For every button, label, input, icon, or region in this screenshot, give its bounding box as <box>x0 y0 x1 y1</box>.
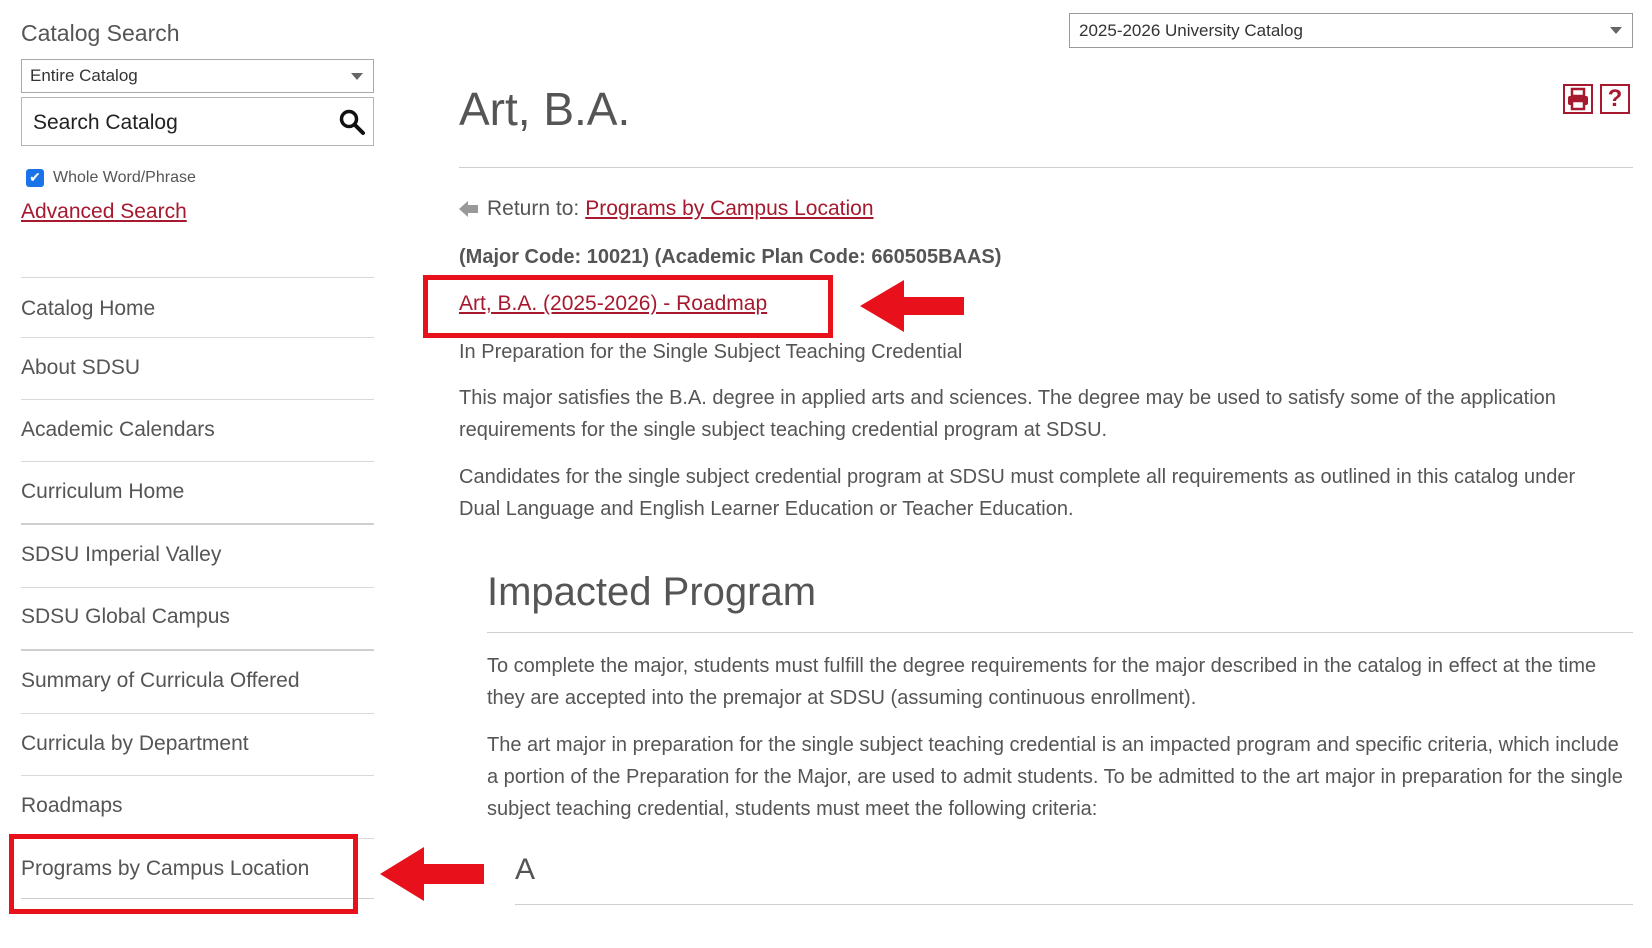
subsection-heading: A <box>515 853 536 886</box>
nav-item-label: About SDSU <box>21 356 141 379</box>
whole-word-checkbox[interactable]: ✔ <box>26 169 44 187</box>
nav-item-label: Curricula by Department <box>21 732 249 755</box>
title-divider <box>459 167 1633 168</box>
annotation-arrow-icon <box>380 845 486 903</box>
nav-item-programs-by-campus-location[interactable] <box>21 838 374 898</box>
catalog-year-value: 2025-2026 University Catalog <box>1079 21 1303 40</box>
nav-item-label: Catalog Home <box>21 297 156 320</box>
search-icon[interactable] <box>338 108 366 136</box>
chevron-down-icon <box>1610 27 1622 34</box>
search-box <box>21 97 374 146</box>
nav-item-catalog-home[interactable] <box>21 277 374 336</box>
search-input[interactable] <box>31 110 321 136</box>
whole-word-option[interactable] <box>26 169 196 187</box>
nav-item-label: SDSU Imperial Valley <box>21 543 222 566</box>
print-icon[interactable] <box>1563 84 1593 114</box>
intro-paragraph-2: Candidates for the single subject credential program at SDSU must complete all requirements as outlined in this catalog under Dual Language and English Learner Education or Teacher Education. <box>459 466 1576 520</box>
search-scope-select[interactable] <box>21 59 374 93</box>
nav-item-roadmaps[interactable] <box>21 775 374 834</box>
section-divider <box>487 632 1633 633</box>
nav-item-academic-calendars[interactable] <box>21 399 374 458</box>
catalog-year-select[interactable] <box>1069 13 1633 48</box>
help-icon[interactable]: ? <box>1600 84 1630 114</box>
nav-item-sdsu-imperial-valley[interactable] <box>21 523 374 582</box>
search-scope-value: Entire Catalog <box>30 66 138 85</box>
impacted-program-heading: Impacted Program <box>487 570 817 614</box>
return-link[interactable]: Programs by Campus Location <box>585 197 874 220</box>
advanced-search-link[interactable]: Advanced Search <box>21 200 187 223</box>
subsection-divider <box>515 904 1633 905</box>
major-code: (Major Code: 10021) (Academic Plan Code: 660505BAAS) <box>459 246 1002 268</box>
prep-line: In Preparation for the Single Subject Teaching Credential <box>459 341 963 363</box>
annotation-arrow-icon <box>860 279 966 333</box>
nav-item-label: Curriculum Home <box>21 480 185 503</box>
nav-item-summary-of-curricula[interactable] <box>21 649 374 708</box>
nav-item-label: Programs by Campus Location <box>21 857 310 880</box>
return-label: Return to: <box>487 197 580 220</box>
nav-item-label: Summary of Curricula Offered <box>21 669 300 692</box>
nav-item-curriculum-home[interactable] <box>21 461 374 520</box>
chevron-down-icon <box>351 73 363 80</box>
nav-item-sdsu-global-campus[interactable] <box>21 587 374 646</box>
nav-item-about-sdsu[interactable] <box>21 337 374 396</box>
whole-word-label: Whole Word/Phrase <box>53 169 196 186</box>
intro-paragraph-1: This major satisfies the B.A. degree in applied arts and sciences. The degree may be used to satisfy some of the application requirements for the single subject teaching credential program at SDSU. <box>459 387 1556 441</box>
nav-divider <box>21 898 374 899</box>
back-arrow-icon <box>459 200 479 218</box>
page-title: Art, B.A. <box>459 83 631 135</box>
impacted-paragraph-1: To complete the major, students must fulfill the degree requirements for the major described in the catalog in effect at the time they are accepted into the premajor at SDSU (assuming continuous enrollment). <box>487 655 1597 709</box>
impacted-paragraph-2: The art major in preparation for the single subject teaching credential is an impacted program and specific criteria, which include a portion of the Preparation for the Major, are used to admit students. To be admitted to the art major in preparation for the single subject teaching credential, students must meet the following criteria: <box>487 734 1623 820</box>
roadmap-link[interactable]: Art, B.A. (2025-2026) - Roadmap <box>459 292 768 315</box>
nav-item-curricula-by-department[interactable] <box>21 713 374 772</box>
nav-item-label: Academic Calendars <box>21 418 215 441</box>
return-row <box>459 197 874 221</box>
nav-item-label: SDSU Global Campus <box>21 605 230 628</box>
catalog-search-title: Catalog Search <box>21 20 180 46</box>
nav-item-label: Roadmaps <box>21 794 123 817</box>
